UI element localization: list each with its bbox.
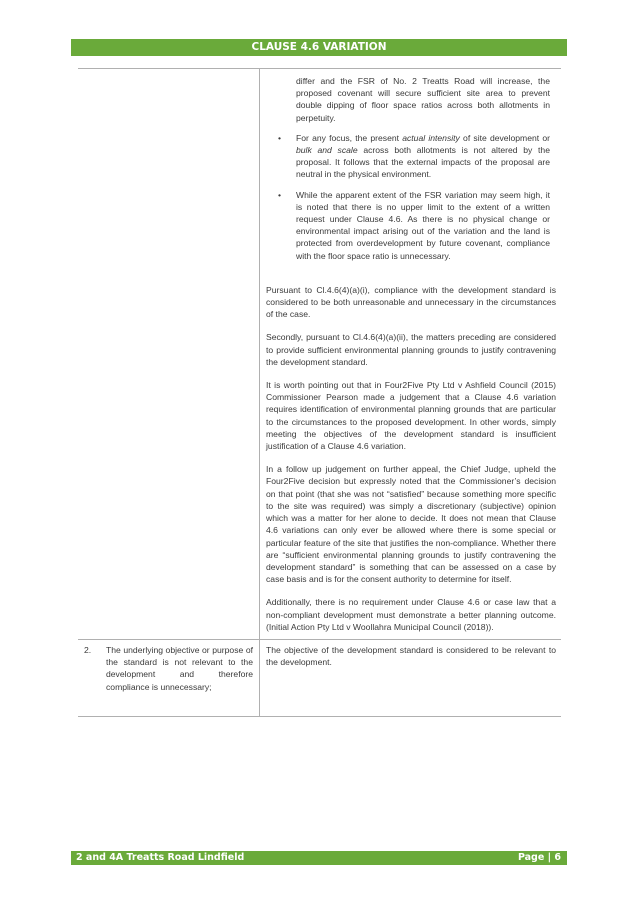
item-number: 2. — [84, 644, 92, 655]
bullet-emphasis: bulk and scale — [296, 145, 358, 156]
header-bar — [71, 39, 567, 56]
paragraph: Pursuant to Cl.4.6(4)(a)(i), compliance with the development standard is considered to be both unreasonable and unnecessary in the circumstances of the case. — [266, 284, 556, 320]
paragraph: In a follow up judgement on further appeal, the Chief Judge, upheld the Four2Five decision but expressly noted that the Commissioner’s decision on that point (that she was not “satisfied” because something more specific to the site was required) was simply a discretionary (subjective) opinion which was a matter for her alone to decide. It does not mean that Clause 4.6 variations can only ever be allowed where there is some special or particular feature of the site that justifies the non-compliance. Whether there are “sufficient environmental planning grounds to justify contravening the development standard” is something that can be assessed on a case by case basis and is for the consent authority to determine for itself. — [266, 464, 556, 585]
bullet-text: While the apparent extent of the FSR variation may seem high, it is noted that there is no upper limit to the extent of a written request under Clause 4.6. As there is no physical change or environmental impact arising out of the variation and the land is protected from overdevelopment by future covenant, compliance with the floor space ratio is unnecessary. — [296, 189, 550, 261]
list-item — [278, 189, 550, 262]
list-item — [278, 132, 550, 181]
bullet-text: For any focus, the present — [296, 132, 403, 143]
table-cell-left — [78, 69, 260, 639]
bullet-emphasis: actual intensity — [402, 132, 460, 143]
list-item — [296, 75, 550, 124]
table-row — [78, 68, 561, 639]
page-number: Page | 6 — [517, 852, 561, 863]
bullet-text: differ and the FSR of No. 2 Treatts Road will increase, the proposed covenant will secure sufficient site area to prevent double dipping of floor space ratios across both allotments in perpetuity. — [296, 76, 550, 123]
clause-table — [78, 68, 561, 717]
item-text: The underlying objective or purpose of the standard is not relevant to the development and therefore compliance is unnecessary; — [106, 644, 253, 692]
bullet-text: of site development or — [459, 132, 550, 143]
table-cell-right — [260, 640, 561, 716]
table-cell-left — [78, 640, 260, 716]
footer-bar — [71, 851, 567, 865]
bullet-icon: • — [278, 189, 282, 200]
footer-address: 2 and 4A Treatts Road Lindfield — [76, 852, 245, 863]
paragraph: The objective of the development standard is considered to be relevant to the development. — [266, 644, 556, 668]
paragraph: It is worth pointing out that in Four2Five Pty Ltd v Ashfield Council (2015) Commissioner Pearson made a judgement that a Clause 4.6 variation requires identification of environmental planning grounds that are particular to the circumstances to the proposed development. In other words, simply meeting the objectives of the development standard is insufficient justification of a Clause 4.6 variation. — [266, 380, 556, 452]
paragraph: Additionally, there is no requirement under Clause 4.6 or case law that a non-compliant development must demonstrate a better planning outcome. (Initial Action Pty Ltd v Woollahra Municipal Council (2018)). — [266, 597, 556, 632]
table-row — [78, 639, 561, 717]
paragraph: Secondly, pursuant to Cl.4.6(4)(a)(ii), the matters preceding are considered to provide sufficient environmental planning grounds to justify contravening the development standard. — [266, 332, 556, 367]
bullet-icon: • — [278, 132, 282, 143]
bullet-text: across both allotments is not altered by the proposal. It follows that the external impacts of the proposal are neutral in the physical environment. — [296, 145, 550, 180]
bullet-list — [266, 75, 556, 262]
table-cell-right — [260, 69, 561, 639]
header-title: CLAUSE 4.6 VARIATION — [251, 41, 387, 53]
